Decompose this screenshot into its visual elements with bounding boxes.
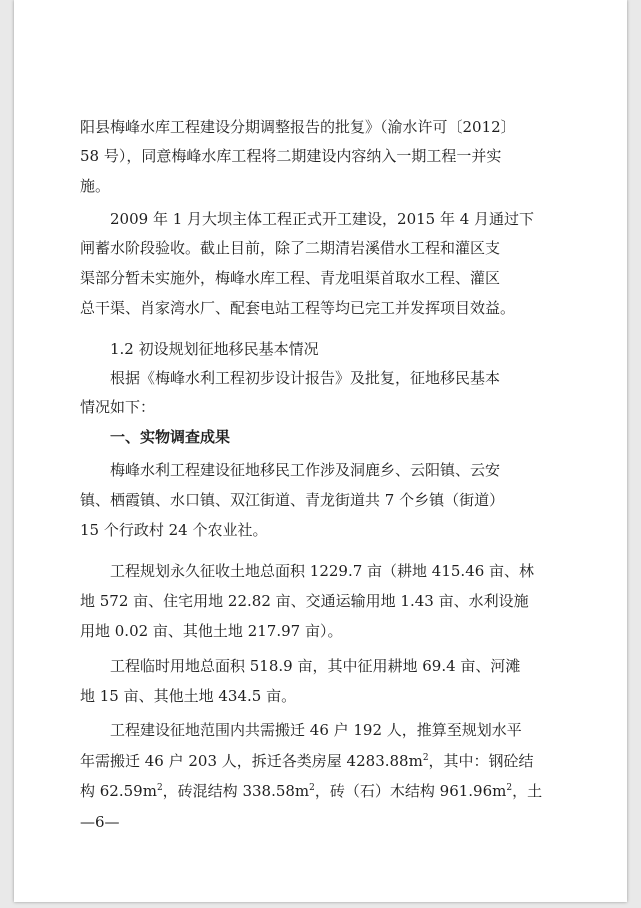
text-line: 梅峰水利工程建设征地移民工作涉及洞鹿乡、云阳镇、云安 (110, 461, 501, 479)
text-line: 施。 (80, 177, 111, 195)
superscript: 2 (309, 783, 315, 793)
text-line: 工程建设征地范围内共需搬迁 46 户 192 人，推算至规划水平 (110, 721, 522, 739)
text-line: 情况如下： (80, 398, 156, 416)
text-line: 2009 年 1 月大坝主体工程正式开工建设，2015 年 4 月通过下 (110, 210, 535, 228)
superscript: 2 (506, 783, 513, 793)
text-line: 15 个行政村 24 个农业社。 (80, 521, 268, 539)
text-line: 工程规划永久征收土地总面积 1229.7 亩（耕地 415.46 亩、林 (110, 562, 535, 580)
text-line: 地 15 亩、其他土地 434.5 亩。 (80, 687, 297, 705)
text-line: 地 572 亩、住宅用地 22.82 亩、交通运输用地 1.43 亩、水利设施 (80, 592, 529, 610)
document-page (14, 0, 627, 902)
text-line: 构 $62.59m^2$，砖混结构 $338.58m^2$，砖（石）木结构 $961.96m^2$，土 (80, 782, 543, 800)
text-line: 根据《梅峰水利工程初步设计报告》及批复，征地移民基本 (110, 369, 501, 387)
superscript: 2 (422, 753, 429, 763)
section-heading: 1.2 初设规划征地移民基本情况 (110, 340, 319, 358)
text-line: 渠部分暂未实施外，梅峰水库工程、青龙咀渠首取水工程、灌区 (80, 269, 501, 287)
text-line: 闸蓄水阶段验收。截止目前，除了二期清岩溪借水工程和灌区支 (80, 239, 501, 257)
superscript: 2 (156, 783, 163, 793)
text-line: 总干渠、肖家湾水厂、配套电站工程等均已完工并发挥项目效益。 (80, 299, 516, 317)
text-line: 58 号），同意梅峰水库工程将二期建设内容纳入一期工程一并实 (80, 147, 502, 165)
text-line: 镇、栖霞镇、水口镇、双江街道、青龙街道共 7 个乡镇（街道） (80, 491, 505, 509)
page-number: —6— (80, 813, 120, 831)
text-line: 年需搬迁 46 户 203 人，拆迁各类房屋 $4283.88m^2$，其中：钢砼结 (80, 752, 534, 770)
text-line: 工程临时用地总面积 518.9 亩，其中征用耕地 69.4 亩、河滩 (110, 657, 521, 675)
text-line: 用地 0.02 亩、其他土地 217.97 亩）。 (80, 622, 343, 640)
subsection-heading: 一、实物调查成果 (110, 428, 231, 446)
text-line: 阳县梅峰水库工程建设分期调整报告的批复》（渝水许可〔2012〕 (80, 118, 516, 136)
